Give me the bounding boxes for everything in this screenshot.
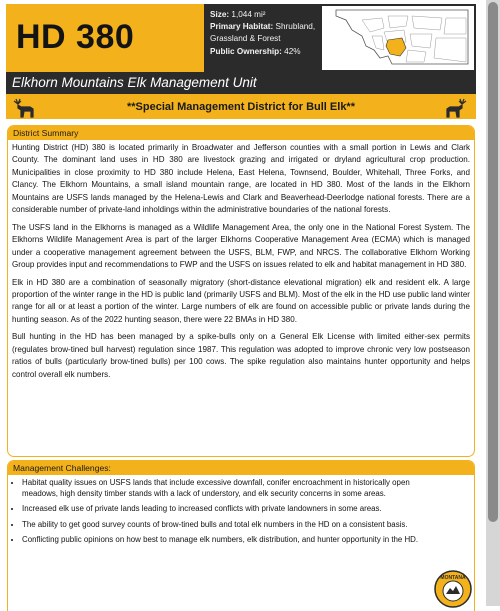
title-block xyxy=(6,4,204,72)
section-heading: Management Challenges: xyxy=(8,461,474,475)
district-stats xyxy=(210,9,328,58)
section-heading: District Summary xyxy=(8,126,474,140)
summary-paragraph: Bull hunting in the HD has been managed by a spike-bulls only on a General Elk License with limited either-sex permits (regulates brow-tined bull harvest) regulation since 1987. This regulation was adopted to improve chronic very low postseason ratios of bulls (particularly brow-tined bulls) per 100 cows. The spike regulation also maintains hunter opportunity and helps control overall elk numbers. xyxy=(12,332,470,379)
list-item: • Habitat quality issues on USFS lands that include excessive downfall, conifer encroachment in historically open meadows, high density timber stands with a lack of understory, and elk security concerns in some areas. xyxy=(22,478,442,499)
subtitle-bar xyxy=(6,72,476,94)
unit-subtitle: Elkhorn Mountains Elk Management Unit xyxy=(12,75,257,90)
district-summary-section xyxy=(7,125,475,457)
document-page xyxy=(6,4,476,606)
page-title: HD 380 xyxy=(16,18,135,56)
scrollbar-thumb[interactable] xyxy=(488,2,498,522)
special-district-text: **Special Management District for Bull Elk** xyxy=(126,101,355,113)
montana-fwp-seal-icon xyxy=(434,570,472,608)
elk-icon xyxy=(442,98,468,118)
stat-size: Size: 1,044 mi² xyxy=(210,10,266,19)
list-item: • The ability to get good survey counts of brow-tined bulls and total elk numbers in the HD on a consistent basis. xyxy=(22,520,442,531)
summary-paragraph: Elk in HD 380 are a combination of seasonally migratory (short-distance elevational migration) elk and resident elk. A large proportion of the winter range in the HD is public land (primarily USFS and BLM). Most of the elk in the HD use public land winter range for all or at least a portion of the winter. Large numbers of elk are found on accessible public or private lands during the hunting season. As of the 2022 hunting season, there were 22 BMAs in HD 380. xyxy=(12,277,470,324)
locator-map xyxy=(322,6,474,70)
stat-habitat: Primary Habitat: Shrubland, Grassland & Forest xyxy=(210,22,316,44)
montana-map-icon xyxy=(322,6,474,70)
challenges-list xyxy=(8,478,442,546)
list-item: • Increased elk use of private lands leading to increased conflicts with private landowners in some areas. xyxy=(22,504,442,515)
summary-body xyxy=(8,140,474,381)
svg-text:MONTANA: MONTANA xyxy=(440,575,466,581)
management-challenges-section xyxy=(7,460,475,611)
summary-paragraph: The USFS land in the Elkhorns is managed as a Wildlife Management Area, the only one in the National Forest System. The Elkhorns Wildlife Management Area is part of the larger Elkhorns Cooperative Management Area (ECMA) which is managed under a cooperative management agreement between the USFS, BLM, FWP, and NRCS. The collaborative Elkhorn Working Group provides input and recommendations to FWP and the USFS on issues related to elk and habitat management in HD 380. xyxy=(12,222,470,270)
special-district-banner xyxy=(6,97,476,119)
summary-paragraph: Hunting District (HD) 380 is located primarily in Broadwater and Jefferson counties with a small portion in Lewis and Clark County. The dominant land uses in HD 380 are livestock grazing and irrigated or dryland agricultural crop production. Municipalities in close proximity to HD 380 include Helena, East Helena, Townsend, Boulder, Whitehall, Three Forks, and Clancy. The Elkhorn Mountains, a small island mountain range, are located in HD 380. Most of the lands in the Elkhorn Mountains are USFS lands managed by the Helena-Lewis and Clark and Beaverhead-Deerlodge national forests. There are a considerable number of private-land inholdings within the administrative boundaries of the national forests. xyxy=(12,143,470,215)
list-item: • Conflicting public opinions on how best to manage elk numbers, elk distribution, and hunter opportunity in the HD. xyxy=(22,535,442,546)
stat-ownership: Public Ownership: 42% xyxy=(210,46,301,56)
vertical-scrollbar[interactable] xyxy=(486,0,500,606)
stats-block xyxy=(204,4,476,72)
